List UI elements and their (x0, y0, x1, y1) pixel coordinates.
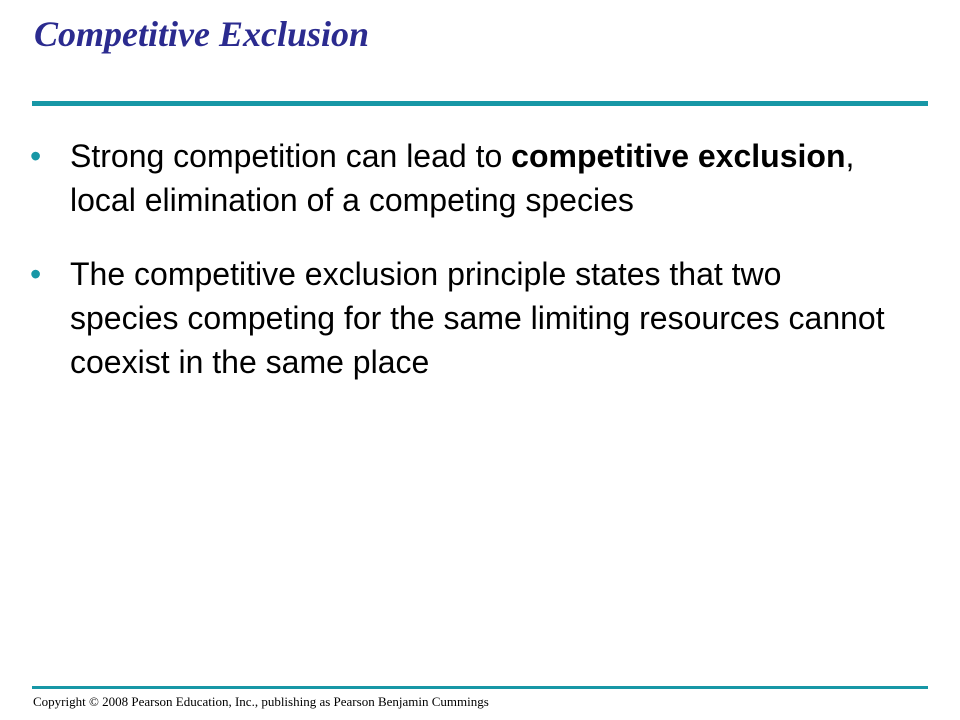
bullet-icon: • (30, 256, 42, 292)
footer-divider (32, 686, 928, 689)
bullet-item-2 (30, 252, 890, 384)
title-divider (32, 101, 928, 106)
slide-title: Competitive Exclusion (34, 14, 370, 54)
bullet-1-text-end: , local elimination of a competing species (70, 138, 855, 218)
copyright-notice: Copyright © 2008 Pearson Education, Inc., publishing as Pearson Benjamin Cummings (33, 694, 489, 709)
bullet-1-text-start: Strong competition can lead to (70, 138, 512, 174)
bullet-icon: • (30, 138, 42, 174)
bullet-1-bold-term: competitive exclusion (511, 138, 846, 174)
bullet-list (30, 134, 890, 384)
bullet-2-text: The competitive exclusion principle states that two species competing for the same limiting resources cannot coexist in the same place (70, 256, 885, 380)
bullet-item-1 (30, 134, 890, 222)
